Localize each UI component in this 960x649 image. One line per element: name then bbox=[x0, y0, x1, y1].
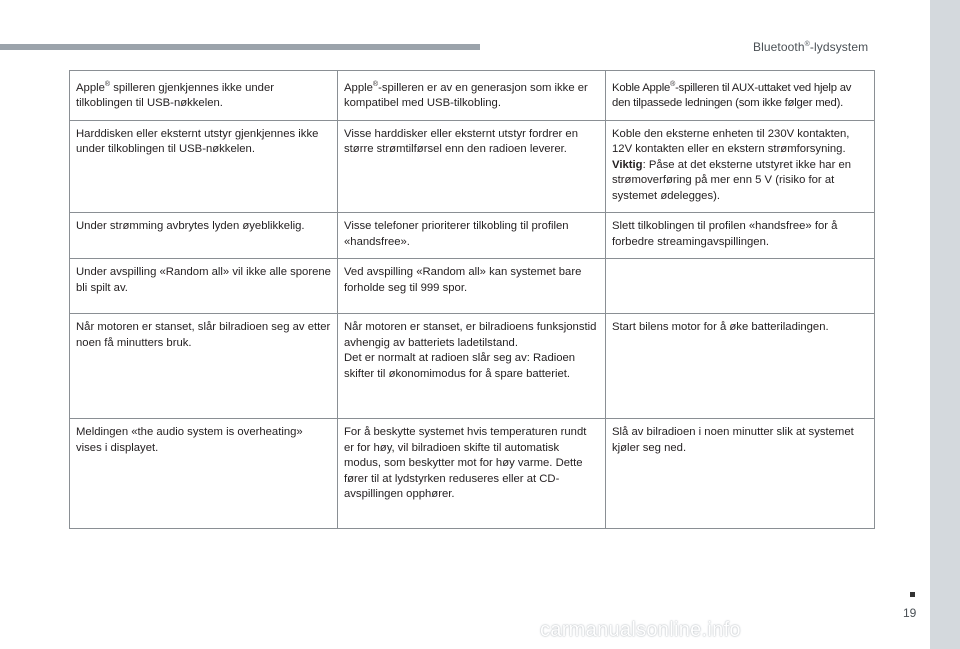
cause-text: Når motoren er stanset, er bilradioens funksjonstid avhengig av batteriets ladetilstand. bbox=[344, 321, 597, 349]
cause-cell bbox=[338, 314, 606, 419]
section-header bbox=[753, 40, 868, 54]
page-marker bbox=[910, 592, 915, 597]
header-title-rest: -lydsystem bbox=[809, 40, 869, 54]
table-row bbox=[70, 314, 875, 419]
cause-text: Ved avspilling «Random all» kan systemet bare forholde seg til 999 spor. bbox=[344, 266, 582, 294]
problem-text: Under strømming avbrytes lyden øyeblikkelig. bbox=[76, 220, 305, 233]
solution-text: -spilleren til AUX-uttaket ved hjelp av den tilpassede ledningen (som ikke følger med). bbox=[612, 81, 852, 110]
right-margin-band bbox=[930, 0, 960, 649]
problem-cell bbox=[70, 213, 338, 259]
problem-cell bbox=[70, 120, 338, 213]
problem-text: Apple bbox=[76, 81, 105, 94]
problem-text: Når motoren er stanset, slår bilradioen seg av etter noen få minutters bruk. bbox=[76, 321, 331, 349]
problem-cell bbox=[70, 71, 338, 121]
cause-cell bbox=[338, 419, 606, 529]
solution-text: Slett tilkoblingen til profilen «handsfree» for å forbedre streamingavspillingen. bbox=[612, 220, 838, 248]
page-number: 19 bbox=[903, 606, 917, 620]
header-title-sup: ® bbox=[804, 41, 810, 48]
cause-cell bbox=[338, 71, 606, 121]
cause-cell bbox=[338, 120, 606, 213]
troubleshooting-table bbox=[69, 70, 875, 529]
problem-text: Meldingen «the audio system is overheating» vises i displayet. bbox=[76, 426, 303, 454]
solution-cell bbox=[606, 120, 875, 213]
cause-text: Visse telefoner prioriterer tilkobling til profilen «handsfree». bbox=[344, 220, 569, 248]
solution-text: Viktig bbox=[612, 158, 643, 171]
problem-text: ® bbox=[104, 81, 111, 88]
cause-text: Det er normalt at radioen slår seg av: Radioen skifter til økonomimodus for å spare batteriet. bbox=[344, 352, 576, 380]
cause-text: -spilleren er av en generasjon som ikke er kompatibel med USB-tilkobling. bbox=[344, 81, 588, 110]
solution-text: ® bbox=[670, 81, 676, 88]
solution-text: Koble den eksterne enheten til 230V kontakten, 12V kontakten eller en ekstern strømforsyning. bbox=[612, 127, 850, 156]
cause-cell bbox=[338, 213, 606, 259]
solution-text: : Påse at det eksterne utstyret ikke har en strømoverføring på mer enn 5 V (risiko for at systemet ødelegges). bbox=[612, 158, 852, 202]
troubleshooting-table-body bbox=[70, 71, 875, 529]
problem-cell bbox=[70, 314, 338, 419]
problem-text: spilleren gjenkjennes ikke under tilkoblingen til USB-nøkkelen. bbox=[76, 81, 274, 110]
problem-cell bbox=[70, 419, 338, 529]
problem-text: Under avspilling «Random all» vil ikke alle sporene bli spilt av. bbox=[76, 266, 331, 294]
cause-text: Visse harddisker eller eksternt utstyr fordrer en større strømtilførsel enn den radioen leverer. bbox=[344, 127, 578, 156]
solution-cell bbox=[606, 71, 875, 121]
solution-cell bbox=[606, 213, 875, 259]
solution-cell bbox=[606, 259, 875, 314]
header-title-main: Bluetooth bbox=[753, 40, 805, 54]
table-row bbox=[70, 71, 875, 121]
solution-text: Start bilens motor for å øke batteriladingen. bbox=[612, 321, 829, 334]
table-row bbox=[70, 120, 875, 213]
problem-cell bbox=[70, 259, 338, 314]
watermark: carmanualsonline.info bbox=[540, 619, 741, 641]
cause-text: For å beskytte systemet hvis temperaturen rundt er for høy, vil bilradioen skifte til automatisk modus, som beskytter mot for høy varme. Dette fører til at lydstyrken reduseres eller at CD-avspillingen opphører. bbox=[344, 426, 587, 501]
table-row bbox=[70, 259, 875, 314]
solution-cell bbox=[606, 419, 875, 529]
solution-text: Koble Apple bbox=[612, 81, 671, 94]
cause-text: Apple bbox=[344, 81, 373, 94]
table-row bbox=[70, 213, 875, 259]
top-rule bbox=[0, 44, 480, 50]
cause-cell bbox=[338, 259, 606, 314]
table-row bbox=[70, 419, 875, 529]
cause-text: ® bbox=[372, 81, 379, 88]
solution-cell bbox=[606, 314, 875, 419]
problem-text: Harddisken eller eksternt utstyr gjenkjennes ikke under tilkoblingen til USB-nøkkelen. bbox=[76, 127, 319, 156]
solution-text: Slå av bilradioen i noen minutter slik at systemet kjøler seg ned. bbox=[612, 426, 854, 454]
